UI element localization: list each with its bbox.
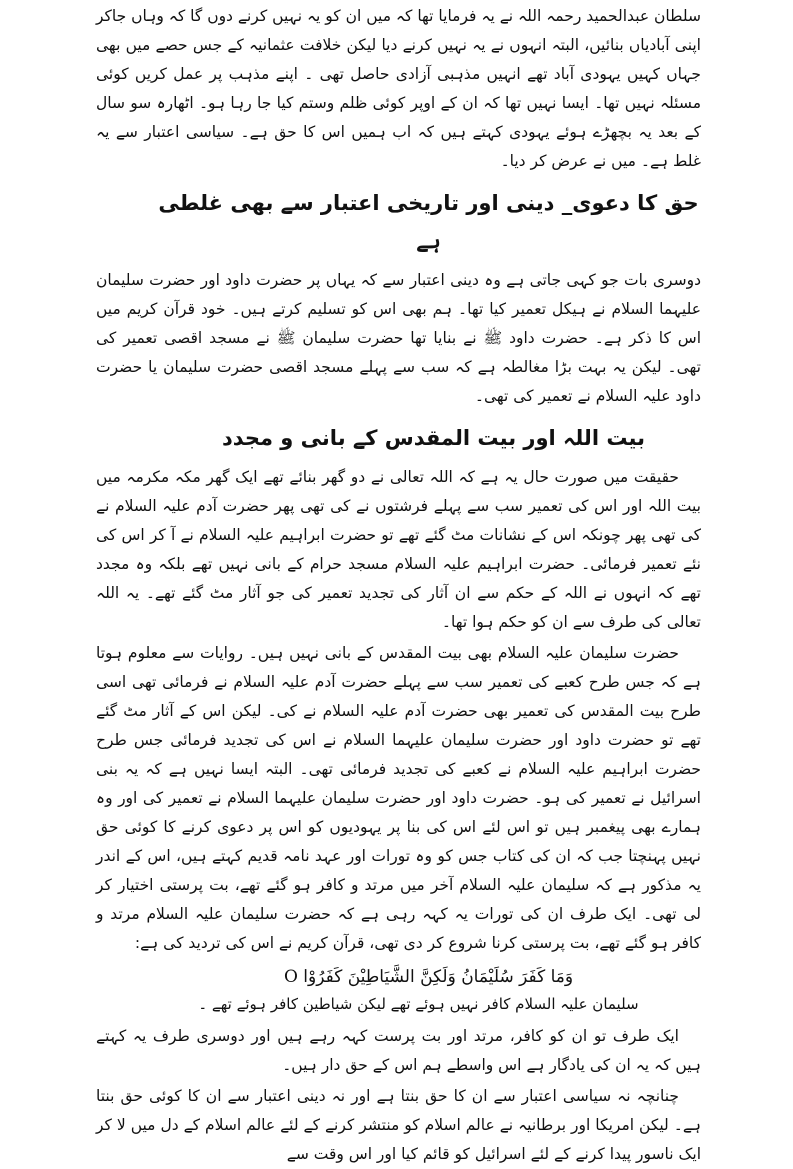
quran-verse: وَمَا كَفَرَ سُلَيْمَانُ وَلَكِنَّ الشَّيَاطِيْنَ كَفَرُوْا O: [283, 967, 574, 987]
paragraph-conclusion: چنانچہ نہ سیاسی اعتبار سے ان کا حق بنتا ہے اور نہ دینی اعتبار سے ان کا کوئی حق بنتا ہے۔ لیکن امریکا اور برطانیہ نے عالم اسلام کو منتشر کرنے کے لئے عالم اسلام کے دل میں لا کر ایک ناسور پیدا کرنے کے لئے اسرائیل کو قائم کیا اور اس وقت سے: [96, 1087, 701, 1163]
paragraph-sulaiman: حضرت سلیمان علیہ السلام بھی بیت المقدس کے بانی نہیں ہیں۔ روایات سے معلوم ہوتا ہے کہ جس طرح کعبے کی تعمیر سب سے پہلے حضرت آدم علیہ السلام نے فرمائی تھی اسی طرح بیت المقدس کی تعمیر بھی حضرت آدم علیہ السلام نے کی۔ لیکن اس کے آثار مٹ گئے تھے تو حضرت داود اور حضرت سلیمان علیہما السلام نے اس کی تجدید فرمائی جس طرح حضرت ابراہیم علیہ السلام نے کعبے کی تجدید فرمائی تھی۔ البتہ ایسا نہیں ہے کہ یہ بنی اسرائیل نے تعمیر کی ہو۔ حضرت داود اور حضرت سلیمان علیہما السلام نے تعمیر کی اور وہ ہمارے بھی پیغمبر ہیں تو اس لئے اس کی بنا پر یہودیوں کو اس پر دعوی کرنے کا کوئی حق نہیں پہنچتا جب کہ ان کی کتاب جس کو وہ تورات اور عہد نامہ قدیم کہتے ہیں، اس کے اندر یہ مذکور ہے کہ سلیمان علیہ السلام آخر میں مرتد و کافر ہو گئے تھے، بت پرستی اختیار کر لی تھی۔ ایک طرف ان کی تورات یہ کہہ رہی ہے کہ حضرت سلیمان علیہ السلام مرتد و کافر ہو گئے تھے، بت پرستی کرنا شروع کر دی تھی، قرآن کریم نے اس کی تردید کی ہے:: [96, 644, 701, 952]
paragraph-contradiction: ایک طرف تو ان کو کافر، مرتد اور بت پرست کہہ رہے ہیں اور دوسری طرف یہ کہتے ہیں کہ یہ ان کی یادگار ہے اس واسطے ہم اس کے حق دار ہیں۔: [96, 1027, 701, 1074]
heading-founders: بیت اللہ اور بیت المقدس کے بانی و مجدد: [221, 426, 646, 450]
heading-claim-error: حق کا دعوی_ دینی اور تاریخی اعتبار سے بھی غلطی ہے: [158, 191, 699, 253]
paragraph-second-point: دوسری بات جو کہی جاتی ہے وہ دینی اعتبار سے کہ یہاں پر حضرت داود اور حضرت سلیمان علیہما السلام نے ہیکل تعمیر کیا تھا۔ ہم بھی اس کو تسلیم کرتے ہیں۔ خود قرآن کریم میں اس کا ذکر ہے۔ حضرت داود ﷺ نے بنایا تھا حضرت سلیمان ﷺ نے مسجد اقصی تعمیر کی تھی۔ لیکن یہ بہت بڑا مغالطہ ہے کہ سب سے پہلے مسجد اقصی حضرت سلیمان یا حضرت داود علیہ السلام نے تعمیر کی تھی۔: [96, 271, 701, 405]
verse-translation: سلیمان علیہ السلام کافر نہیں ہوئے تھے لیکن شیاطین کافر ہوئے تھے ۔: [198, 995, 639, 1013]
paragraph-sultan: سلطان عبدالحمید رحمہ اللہ نے یہ فرمایا تھا کہ میں ان کو یہ نہیں کرنے دوں گا کہ وہاں جاکر اپنی آبادیاں بنائیں، البتہ انہوں نے یہ نہیں کرنے دیا لیکن خلافت عثمانیہ کے جس حصے میں بھی جہاں کہیں یہودی آباد تھے انہیں مذہبی آزادی حاصل تھی ۔ اپنے مذہب پر عمل کریں کوئی مسئلہ نہیں تھا۔ ایسا نہیں تھا کہ ان کے اوپر کوئی ظلم وستم کیا جا رہا ہو۔ اٹھارہ سو سال کے بعد یہ بچھڑے ہوئے یہودی کہتے ہیں کہ اب ہمیں اس کا حق ہے۔ سیاسی اعتبار سے یہ غلط ہے۔ میں نے عرض کر دیا۔: [96, 7, 701, 170]
paragraph-reality: حقیقت میں صورت حال یہ ہے کہ اللہ تعالی نے دو گھر بنائے تھے ایک گھر مکہ مکرمہ میں بیت اللہ اور اس کی تعمیر سب سے پہلے فرشتوں نے کی تھی پھر حضرت آدم علیہ السلام نے کی تھی پھر چونکہ اس کے نشانات مٹ گئے تھے تو حضرت ابراہیم علیہ السلام نے آ کر اس کی نئے تعمیر فرمائی۔ حضرت ابراہیم علیہ السلام مسجد حرام کے بانی نہیں تھے بلکہ وہ مجدد تھے کہ انہوں نے اللہ کے حکم سے ان آثار کی تجدید تعمیر کی جو آثار مٹ گئے تھے۔ یہ اللہ تعالی کی طرف سے ان کو حکم ہوا تھا۔: [96, 468, 701, 631]
